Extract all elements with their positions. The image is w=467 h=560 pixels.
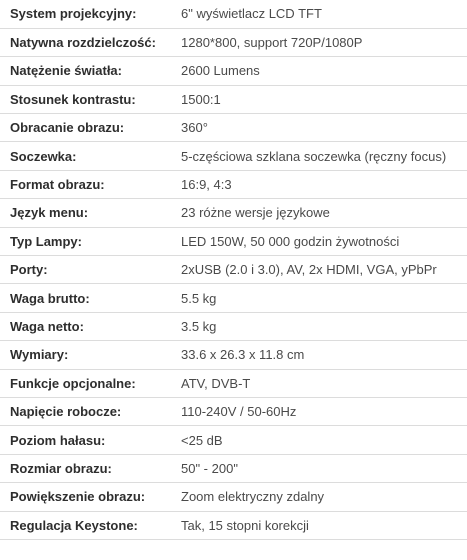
- spec-row-image-zoom: [0, 483, 467, 511]
- spec-row-image-size: [0, 454, 467, 482]
- spec-label: Rozmiar obrazu:: [10, 460, 112, 476]
- spec-value: 110-240V / 50-60Hz: [181, 404, 297, 420]
- spec-label: Wymiary:: [10, 347, 69, 363]
- spec-label: Poziom hałasu:: [10, 432, 106, 448]
- spec-value: 5-częściowa szklana soczewka (ręczny focus): [181, 148, 447, 164]
- spec-value: 1500:1: [181, 91, 221, 107]
- spec-row-menu-language: [0, 199, 467, 227]
- spec-row-keystone-correction: [0, 511, 467, 539]
- spec-label: Waga netto:: [10, 318, 84, 334]
- spec-label: Typ Lampy:: [10, 233, 82, 249]
- spec-label: Waga brutto:: [10, 290, 90, 306]
- spec-label: System projekcyjny:: [10, 6, 137, 22]
- spec-row-operating-voltage: [0, 397, 467, 425]
- spec-value: ATV, DVB-T: [181, 375, 251, 391]
- spec-value: 360°: [181, 120, 208, 136]
- spec-value: Zoom elektryczny zdalny: [181, 489, 325, 505]
- spec-label: Natywna rozdzielczość:: [10, 35, 156, 51]
- spec-row-optional-features: [0, 369, 467, 397]
- spec-value: 33.6 x 26.3 x 11.8 cm: [181, 347, 305, 363]
- spec-label: Soczewka:: [10, 148, 77, 164]
- spec-row-gross-weight: [0, 284, 467, 312]
- spec-value: 1280*800, support 720P/1080P: [181, 35, 363, 51]
- spec-row-lamp-type: [0, 227, 467, 255]
- spec-value: 3.5 kg: [181, 318, 217, 334]
- spec-label: Regulacja Keystone:: [10, 517, 138, 533]
- spec-label: Napięcie robocze:: [10, 404, 122, 420]
- spec-row-projection-system: [0, 0, 467, 28]
- spec-label: Powiększenie obrazu:: [10, 489, 146, 505]
- spec-label: Język menu:: [10, 205, 89, 221]
- spec-label: Obracanie obrazu:: [10, 120, 125, 136]
- spec-value: 16:9, 4:3: [181, 177, 232, 193]
- spec-value: 6" wyświetlacz LCD TFT: [181, 6, 322, 22]
- spec-value: LED 150W, 50 000 godzin żywotności: [181, 233, 400, 249]
- spec-row-noise-level: [0, 426, 467, 454]
- spec-label: Natężenie światła:: [10, 63, 122, 79]
- spec-value: Tak, 15 stopni korekcji: [181, 517, 309, 533]
- spec-value: 2600 Lumens: [181, 63, 260, 79]
- spec-value: <25 dB: [181, 432, 223, 448]
- spec-row-contrast-ratio: [0, 85, 467, 113]
- spec-value: 2xUSB (2.0 i 3.0), AV, 2x HDMI, VGA, yPbPr: [181, 262, 437, 278]
- spec-label: Stosunek kontrastu:: [10, 91, 136, 107]
- spec-label: Format obrazu:: [10, 177, 105, 193]
- spec-row-lens: [0, 142, 467, 170]
- spec-value: 23 różne wersje językowe: [181, 205, 330, 221]
- spec-label: Funkcje opcjonalne:: [10, 375, 136, 391]
- spec-value: 5.5 kg: [181, 290, 217, 306]
- spec-row-aspect-ratio: [0, 170, 467, 198]
- spec-row-native-resolution: [0, 28, 467, 56]
- spec-row-net-weight: [0, 312, 467, 340]
- spec-value: 50" - 200": [181, 460, 238, 476]
- spec-row-ports: [0, 256, 467, 284]
- spec-row-dimensions: [0, 341, 467, 369]
- spec-label: Porty:: [10, 262, 48, 278]
- spec-row-brightness: [0, 57, 467, 85]
- spec-row-image-rotation: [0, 114, 467, 142]
